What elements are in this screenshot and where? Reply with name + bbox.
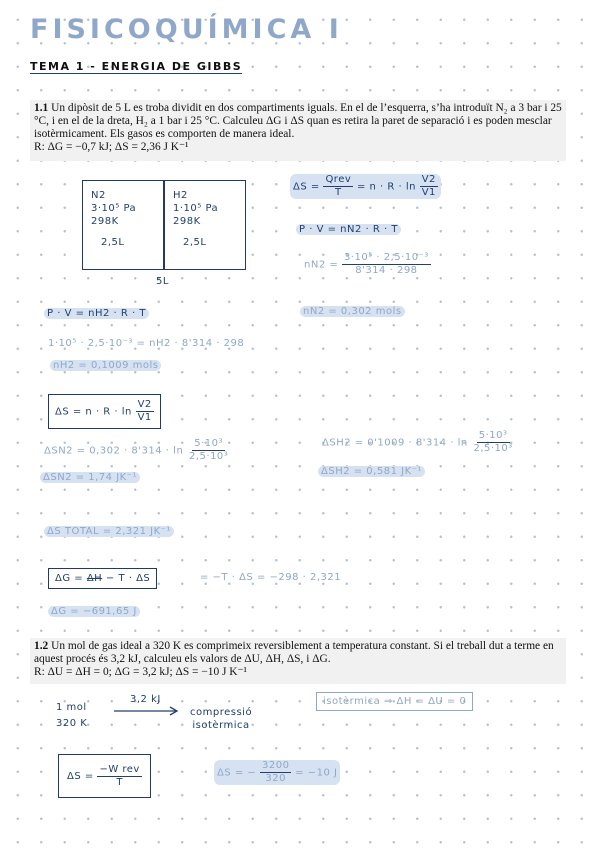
ds-total: ΔS TOTAL = 2,321 JK⁻¹ [44, 526, 174, 537]
problem-1-1 [30, 100, 566, 161]
ds-wrev-box: ΔS = $\frac{\text{−W rev}}{T}$ [58, 754, 151, 798]
divider [163, 181, 165, 269]
arrow-icon [112, 706, 182, 716]
dsh2-result: ΔSH2 = 0,581 JK⁻¹ [318, 466, 425, 477]
pv-n2-equation: P · V = nN2 · R · T [296, 224, 401, 235]
problem-number: 1.2 [34, 640, 49, 652]
pv-h2-equation: P · V = nH2 · R · T [44, 308, 149, 319]
left-pressure: 3·10⁵ Pa [91, 203, 137, 214]
problem-number: 1.1 [34, 102, 49, 114]
ds-definition: ΔS = $\frac{\text{Qrev}}{T}$ = n · R · ln $\frac{V2}{V1}$ [290, 174, 441, 199]
dsh2-calculation: ΔSH2 = 0'1009 · 8'314 · ln $\frac{\text{5·10³}}{\text{2,5·10³}}$ [322, 430, 513, 454]
dsn2-result: ΔSN2 = 1,74 JK⁻¹ [40, 472, 140, 483]
isothermal-note: isotèrmica ⇒ ΔH = ΔU = 0 [316, 692, 473, 711]
process-label: compressió isotèrmica [190, 707, 253, 731]
nn2-calculation: nN2 = $\frac{\text{3·10⁵ · 2,5·10⁻³}}{8'314 \cdot 298}$ [304, 252, 429, 276]
right-gas: H2 [173, 190, 188, 201]
page-title: FISICOQUÍMICA I [30, 14, 343, 45]
dg-continuation: = −T · ΔS = −298 · 2,321 [200, 572, 342, 583]
problem-1-2 [30, 638, 566, 684]
total-volume: 5L [156, 276, 169, 287]
moles-label: 1 mol [56, 702, 87, 713]
ds-calculation: ΔS = − $\frac{3200}{320}$ = −10 J [214, 760, 340, 785]
dsn2-calculation: ΔSN2 = 0,302 · 8'314 · ln $\frac{\text{5·10³}}{\text{2,5·10³}}$ [44, 438, 229, 462]
nn2-result: nN2 = 0,302 mols [300, 306, 405, 317]
page-subtitle: TEMA 1 - ENERGIA DE GIBBS [30, 60, 243, 73]
right-temperature: 298K [173, 216, 201, 227]
ds-formula-box: ΔS = n · R · ln $\frac{V2}{V1}$ [48, 394, 161, 429]
problem-answer: R: ΔU = ΔH = 0; ΔG = 3,2 kJ; ΔS = −10 J K⁻¹ [34, 666, 247, 678]
work-label: 3,2 kJ [130, 694, 161, 705]
left-temperature: 298K [91, 216, 119, 227]
problem-answer: R: ΔG = −0,7 kJ; ΔS = 2,36 J K⁻¹ [34, 141, 189, 153]
right-pressure: 1·10⁵ Pa [173, 203, 219, 214]
right-volume: 2,5L [183, 237, 207, 248]
nh2-result: nH2 = 0,1009 mols [50, 360, 161, 371]
problem-text: Un dipòsit de 5 L es troba dividit en dos compartiments iguals. En el de l’esquerra, s’ha introduït N₂ a 3 bar i 25 °C, i en el de la dreta, H₂ a 1 bar i 25 °C. Calculeu ΔG i ΔS quan es retira la paret de separació i es poden mesclar isotèrmicament. Els gasos es comporten de manera ideal. [34, 102, 562, 140]
problem-text: Un mol de gas ideal a 320 K es comprimeix reversiblement a temperatura constant. Si el treball dut a terme en aquest procés és 3,2 kJ, calculeu els valors de ΔU, ΔH, ΔS, i ΔG. [34, 640, 554, 665]
left-volume: 2,5L [101, 237, 125, 248]
dg-formula-box: ΔG = ΔH − T · ΔS [48, 568, 157, 589]
left-gas: N2 [91, 190, 106, 201]
compartment-diagram [82, 180, 246, 270]
dg-result: ΔG = −691,65 J [48, 606, 140, 617]
h2-equation: 1·10⁵ · 2,5·10⁻³ = nH2 · 8'314 · 298 [48, 338, 245, 349]
temperature-label: 320 K [56, 718, 88, 729]
